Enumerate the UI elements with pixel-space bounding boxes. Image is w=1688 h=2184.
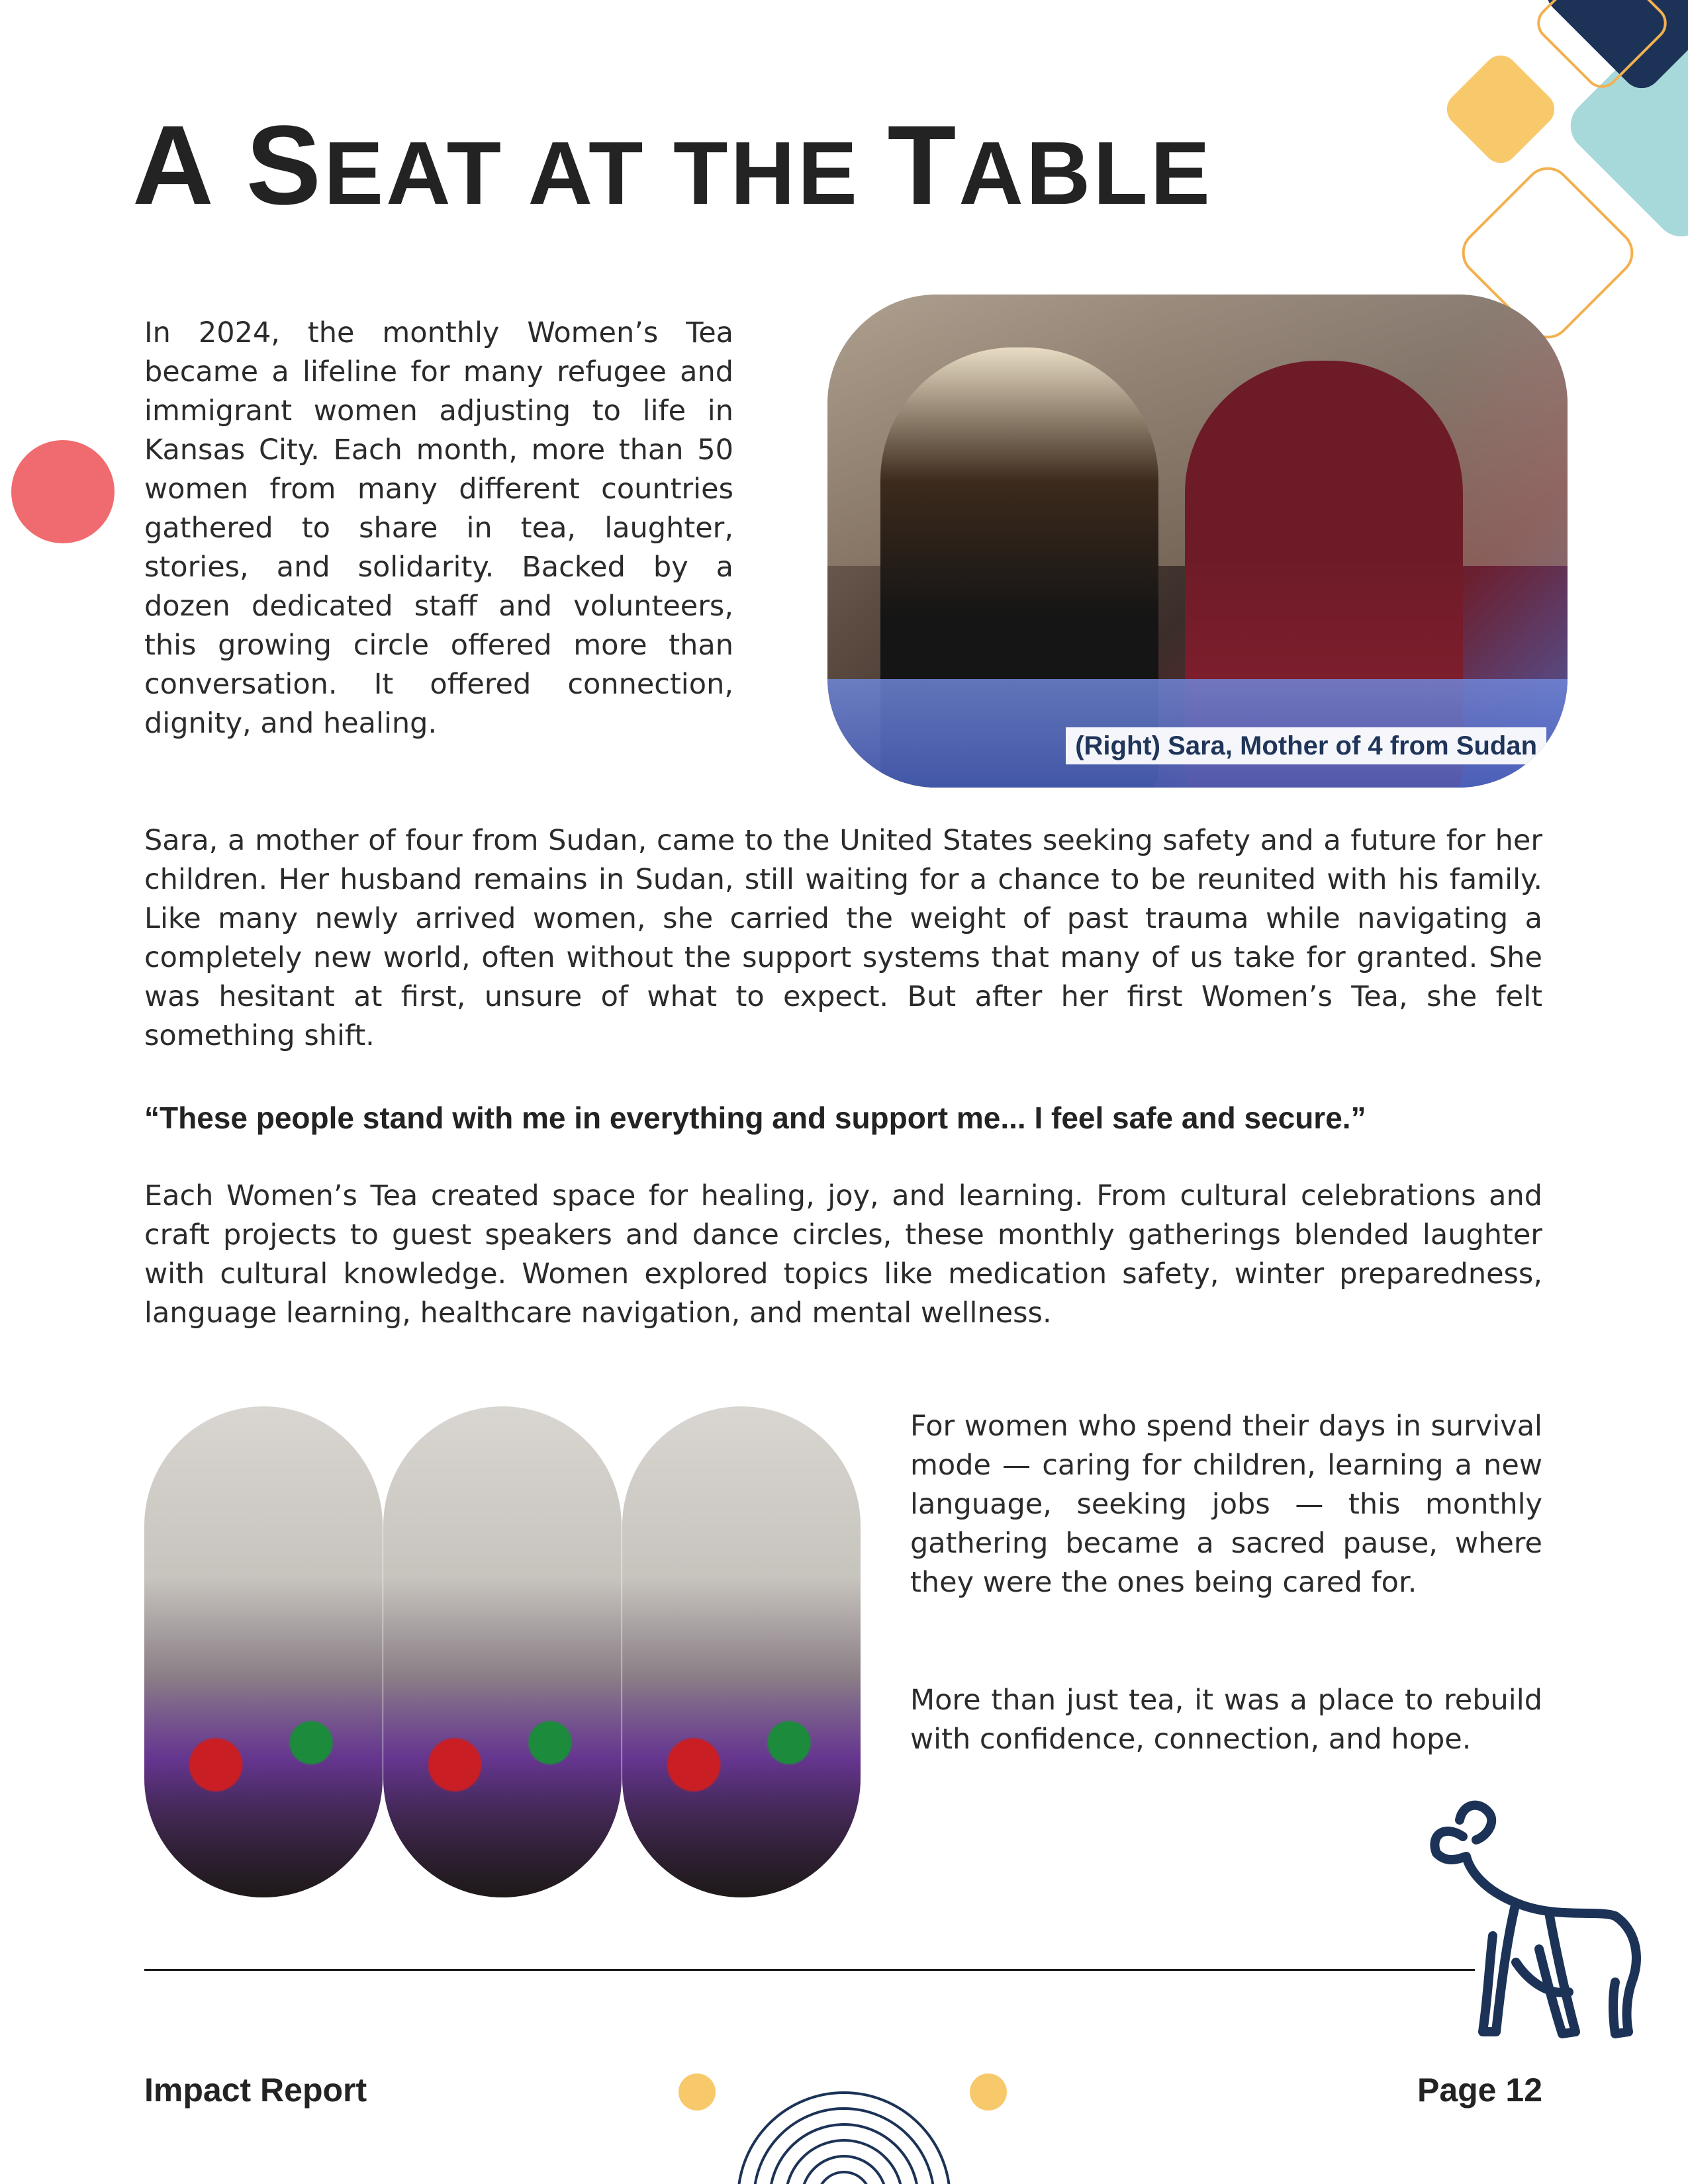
intro-paragraph: In 2024, the monthly Women’s Tea became a lifeline for many refugee and immigrant women adjusting to life in Kansas City. Each month, more than 50 women from many different countries gathered to share in tea, laughter, stories, and solidarity. Backed by a dozen dedicated staff and volunteers, this growing circle offered more than conversation. It offered connection, dignity, and healing. — [144, 316, 733, 740]
footer-report-title: Impact Report — [144, 2071, 367, 2109]
sara-story-paragraph: Sara, a mother of four from Sudan, came to the United States seeking safety and a future for her children. Her husband remains in Sudan, still waiting for a chance to be reunited with his family. Like many newly arrived women, she carried the weight of past trauma while navigating a completely new world, often without the support systems that many of us take for granted. She was hesitant at first, unsure of what to expect. But after her first Women’s Tea, she felt something shift. — [144, 824, 1542, 1052]
gathering-photo — [144, 1406, 861, 1897]
womens-tea-paragraph: Each Women’s Tea created space for healing, joy, and learning. From cultural celebrations and craft projects to guest speakers and dance circles, these monthly gatherings blended laughter with cultural knowledge. Women explored topics like medication safety, winter preparedness, language learning, healthcare navigation, and mental wellness. — [144, 1179, 1542, 1330]
gold-dot-right — [970, 2073, 1007, 2111]
page-title: A SEAT AT THE TABLE — [132, 103, 1213, 228]
closing-paragraph: More than just tea, it was a place to rebuild with confidence, connection, and hope. — [910, 1684, 1542, 1756]
gold-dot-left — [679, 2073, 716, 2111]
footer-divider — [144, 1969, 1475, 1971]
photo-caption: (Right) Sara, Mother of 4 from Sudan — [1066, 727, 1546, 764]
survival-paragraph: For women who spend their days in survival mode — caring for children, learning a new language, seeking jobs — this monthly gathering became a sacred pause, where they were the ones being cared for. — [910, 1410, 1542, 1599]
coral-circle-decoration — [11, 440, 115, 543]
page-number: Page 12 — [1417, 2071, 1542, 2109]
sara-quote: “These people stand with me in everything and support me... I feel safe and secure.” — [144, 1101, 1366, 1135]
lamb-icon — [1417, 1797, 1655, 2048]
sara-photo — [827, 295, 1568, 788]
concentric-arcs-icon — [731, 2085, 957, 2184]
